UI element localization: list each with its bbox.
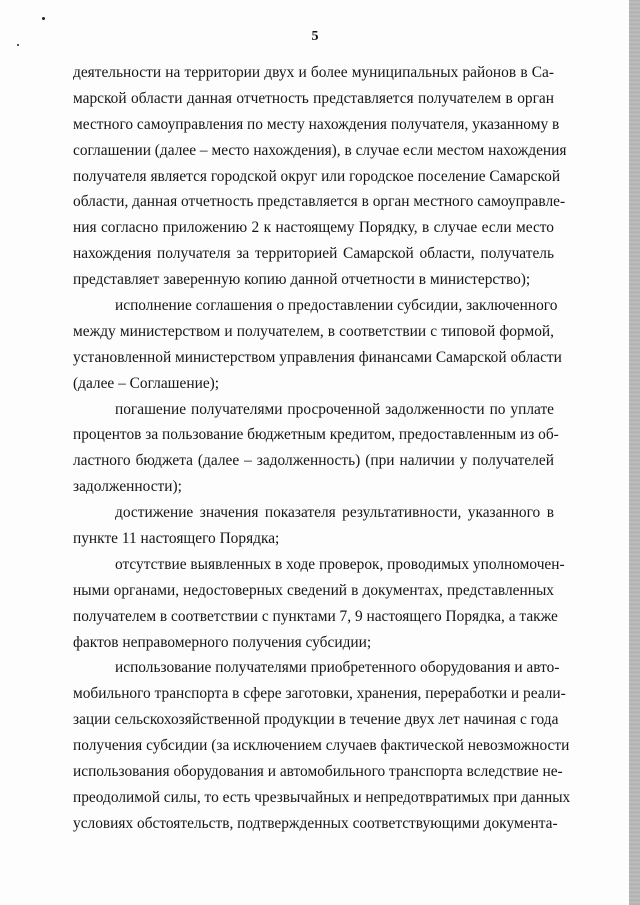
paragraph [73, 60, 567, 293]
text-line: погашение получателями просроченной задолженности по уплате [115, 400, 554, 418]
text-line: фактов неправомерного получения субсидии; [73, 633, 372, 651]
scan-edge-shadow [629, 0, 640, 905]
text-line: получателя является городской округ или городское поселение Самарской [73, 167, 561, 185]
text-line: между министерством и получателем, в соответствии с типовой формой, [73, 322, 554, 340]
text-line: (далее – Соглашение); [73, 374, 220, 392]
paragraph [73, 655, 571, 836]
text-line: исполнение соглашения о предоставлении субсидии, заключенного [115, 297, 558, 315]
text-line: условиях обстоятельств, подтвержденных соответствующими документа- [73, 814, 558, 832]
text-line: преодолимой силы, то есть чрезвычайных и непредотвратимых при данных [73, 788, 571, 806]
text-line: марской области данная отчетность представляется получателем в орган [73, 89, 554, 107]
paragraph [73, 293, 562, 397]
text-line: достижение значения показателя результативности, указанного в [115, 504, 554, 522]
text-line: зации сельскохозяйственной продукции в течение двух лет начиная с года [73, 711, 559, 729]
text-line: местного самоуправления по месту нахождения получателя, указанному в [73, 115, 560, 133]
text-line: получения субсидии (за исключением случаев фактической невозможности [73, 737, 570, 755]
body-text [73, 60, 571, 837]
page-number: 5 [311, 29, 319, 44]
text-line: получателем в соответствии с пунктами 7, 9 настоящего Порядка, а также [73, 607, 558, 625]
text-line: использование получателями приобретенного оборудования и авто- [115, 659, 560, 677]
text-line: ния согласно приложению 2 к настоящему Порядку, в случае если место [73, 219, 554, 237]
text-line: установленной министерством управления финансами Самарской области [73, 348, 562, 366]
scan-speck [42, 17, 45, 20]
text-line: использования оборудования и автомобильного транспорта вследствие не- [73, 763, 563, 781]
text-line: области, данная отчетность представляется в орган местного самоуправле- [73, 193, 566, 211]
text-line: задолженности); [73, 478, 182, 496]
text-line: представляет заверенную копию данной отчетности в министерство); [73, 271, 531, 289]
text-line: нахождения получателя за территорией Самарской области, получатель [73, 245, 554, 263]
text-line: соглашении (далее – место нахождения), в случае если местом нахождения [73, 141, 567, 159]
text-line: пункте 11 настоящего Порядка; [73, 530, 280, 548]
paragraph [73, 397, 559, 501]
text-line: отсутствие выявленных в ходе проверок, проводимых уполномочен- [115, 555, 565, 573]
paragraph [73, 500, 554, 552]
text-line: деятельности на территории двух и более муниципальных районов в Са- [73, 64, 554, 81]
text-line: мобильного транспорта в сфере заготовки, хранения, переработки и реали- [73, 685, 566, 703]
paragraph [73, 552, 565, 656]
text-line: ластного бюджета (далее – задолженность) (при наличии у получателей [73, 452, 554, 470]
text-line: ными органами, недостоверных сведений в документах, представленных [73, 581, 554, 599]
text-line: процентов за пользование бюджетным кредитом, предоставленным из об- [73, 426, 559, 444]
